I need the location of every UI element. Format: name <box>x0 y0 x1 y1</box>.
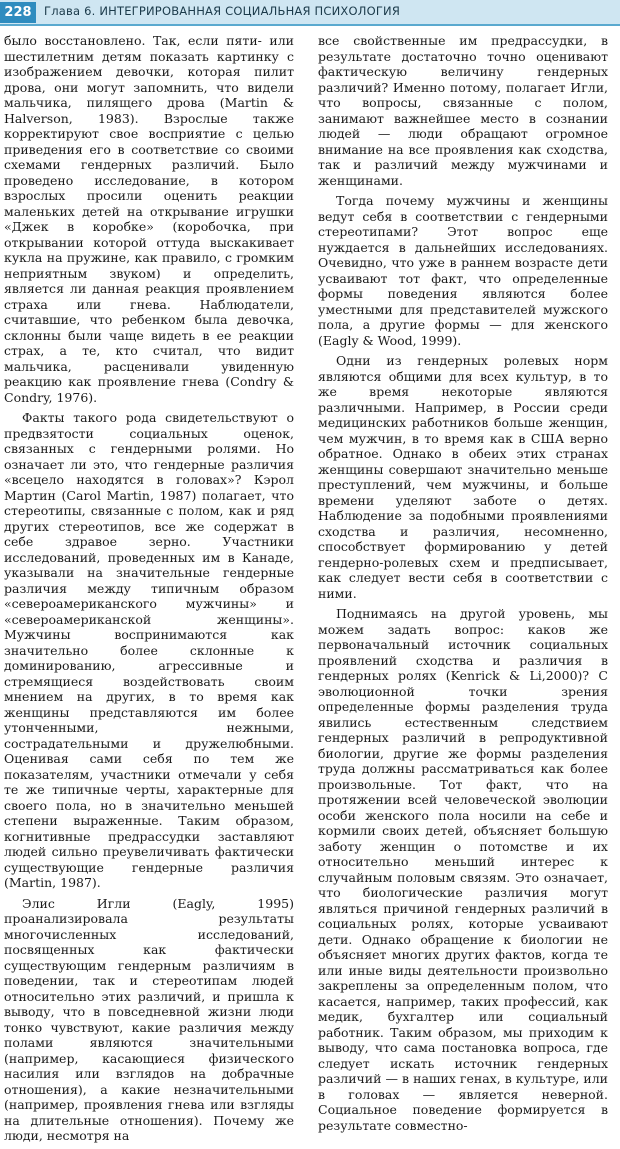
paragraph: Элис Игли (Eagly, 1995) проанализировала результаты многочисленных исследований, посвященных как фактически существующим гендерным различиям в поведении, так и стереотипам людей относительно этих различий, и пришла к выводу, что в повседневной жизни люди тонко чувствуют, какие различия между полами являются значительными (например, касающиеся физического насилия или взглядов на добрачные отношения), а какие незначительными (например, проявления гнева или взгляды на длительные отношения). Почему же люди, несмотря на <box>4 895 294 1143</box>
paragraph: Одни из гендерных ролевых норм являются общими для всех культур, в то же время некоторые являются различными. Например, в России среди медицинских работников больше женщин, чем мужчин, в то время как в США верно обратное. Однако в обеих этих странах женщины совершают значительно меньше преступлений, чем мужчины, и больше времени уделяют заботе о детях. Наблюдение за подобными проявлениями сходства и различия, несомненно, способствует формированию у детей гендерно-ролевых схем и предписывает, как следует вести себя в соответствии с ними. <box>318 353 608 601</box>
right-column <box>318 33 608 1138</box>
chapter-title: Глава 6. ИНТЕГРИРОВАННАЯ СОЦИАЛЬНАЯ ПСИХОЛОГИЯ <box>44 4 401 18</box>
page-number: 228 <box>0 2 36 23</box>
paragraph: все свойственные им предрассудки, в результате достаточно точно оценивают фактическую величину гендерных различий? Именно потому, полагает Игли, что вопросы, связанные с полом, занимают важнейшее место в сознании людей — люди обращают огромное внимание на все проявления как сходства, так и различий между мужчинами и женщинами. <box>318 33 608 188</box>
left-column <box>4 33 294 1149</box>
running-header <box>0 0 620 26</box>
paragraph: Факты такого рода свидетельствуют о предвзятости социальных оценок, связанных с гендерными ролями. Но означает ли это, что гендерные различия «всецело находятся в головах»? Кэрол Мартин (Carol Martin, 1987) полагает, что стереотипы, связанные с полом, как и ряд других стереотипов, все же содержат в себе здравое зерно. Участники исследований, проведенных им в Канаде, указывали на значительные гендерные различия между типичным образом «североамериканского мужчины» и «североамериканской женщины». Мужчины воспринимаются как значительно более склонные к доминированию, агрессивные и стремящиеся воздействовать своим мнением на других, в то время как женщины представляются им более утонченными, нежными, сострадательными и дружелюбными. Оценивая сами себя по тем же показателям, участники отмечали у себя те же типичные черты, характерные для своего пола, но в значительно меньшей степени выраженные. Таким образом, когнитивные предрассудки заставляют людей сильно преувеличивать фактически существующие гендерные различия (Martin, 1987). <box>4 410 294 890</box>
paragraph: Поднимаясь на другой уровень, мы можем задать вопрос: каков же первоначальный источник социальных проявлений сходства и различия в гендерных ролях (Kenrick & Li,2000)? С эволюционной точки зрения определенные формы разделения труда явились естественным следствием гендерных различий в репродуктивной биологии, другие же формы разделения труда должны рассматриваться как более произвольные. Тот факт, что на протяжении всей человеческой эволюции особи женского пола носили на себе и кормили своих детей, объясняет большую заботу женщин о потомстве и их относительно меньший интерес к случайным половым связям. Это означает, что биологические различия могут являться причиной гендерных различий в социальных ролях, которые усваивают дети. Однако обращение к биологии не объясняет многих других фактов, когда те или иные виды деятельности произвольно закреплены за определенным полом, что касается, например, таких профессий, как медик, бухгалтер или социальный работник. Таким образом, мы приходим к выводу, что сама постановка вопроса, где следует искать источник гендерных различий — в наших генах, в культуре, или в головах — является неверной. Социальное поведение формируется в результате совместно- <box>318 606 608 1133</box>
paragraph: было восстановлено. Так, если пяти- или шестилетним детям показать картинку с изображением девочки, которая пилит дрова, они могут запомнить, что видели мальчика, пилящего дрова (Martin & Halverson, 1983). Взрослые также корректируют свое восприятие с целью приведения его в соответствие со своими схемами гендерных различий. Было проведено исследование, в котором взрослых просили оценить реакции маленьких детей на открывание игрушки «Джек в коробке» (коробочка, при открывании которой оттуда выскакивает кукла на пружине, как правило, с громким неприятным звуком) и определить, является ли данная реакция проявлением страха или гнева. Наблюдатели, считавшие, что ребенком была девочка, склонны были чаще видеть в ее реакции страх, а те, кто считал, что видит мальчика, расценивали увиденную реакцию как проявление гнева (Condry & Condry, 1976). <box>4 33 294 405</box>
paragraph: Тогда почему мужчины и женщины ведут себя в соответствии с гендерными стереотипами? Этот вопрос еще нуждается в дальнейших исследованиях. Очевидно, что уже в раннем возрасте дети усваивают тот факт, что определенные формы поведения являются более уместными для представителей мужского пола, а другие формы — для женского (Eagly & Wood, 1999). <box>318 193 608 348</box>
